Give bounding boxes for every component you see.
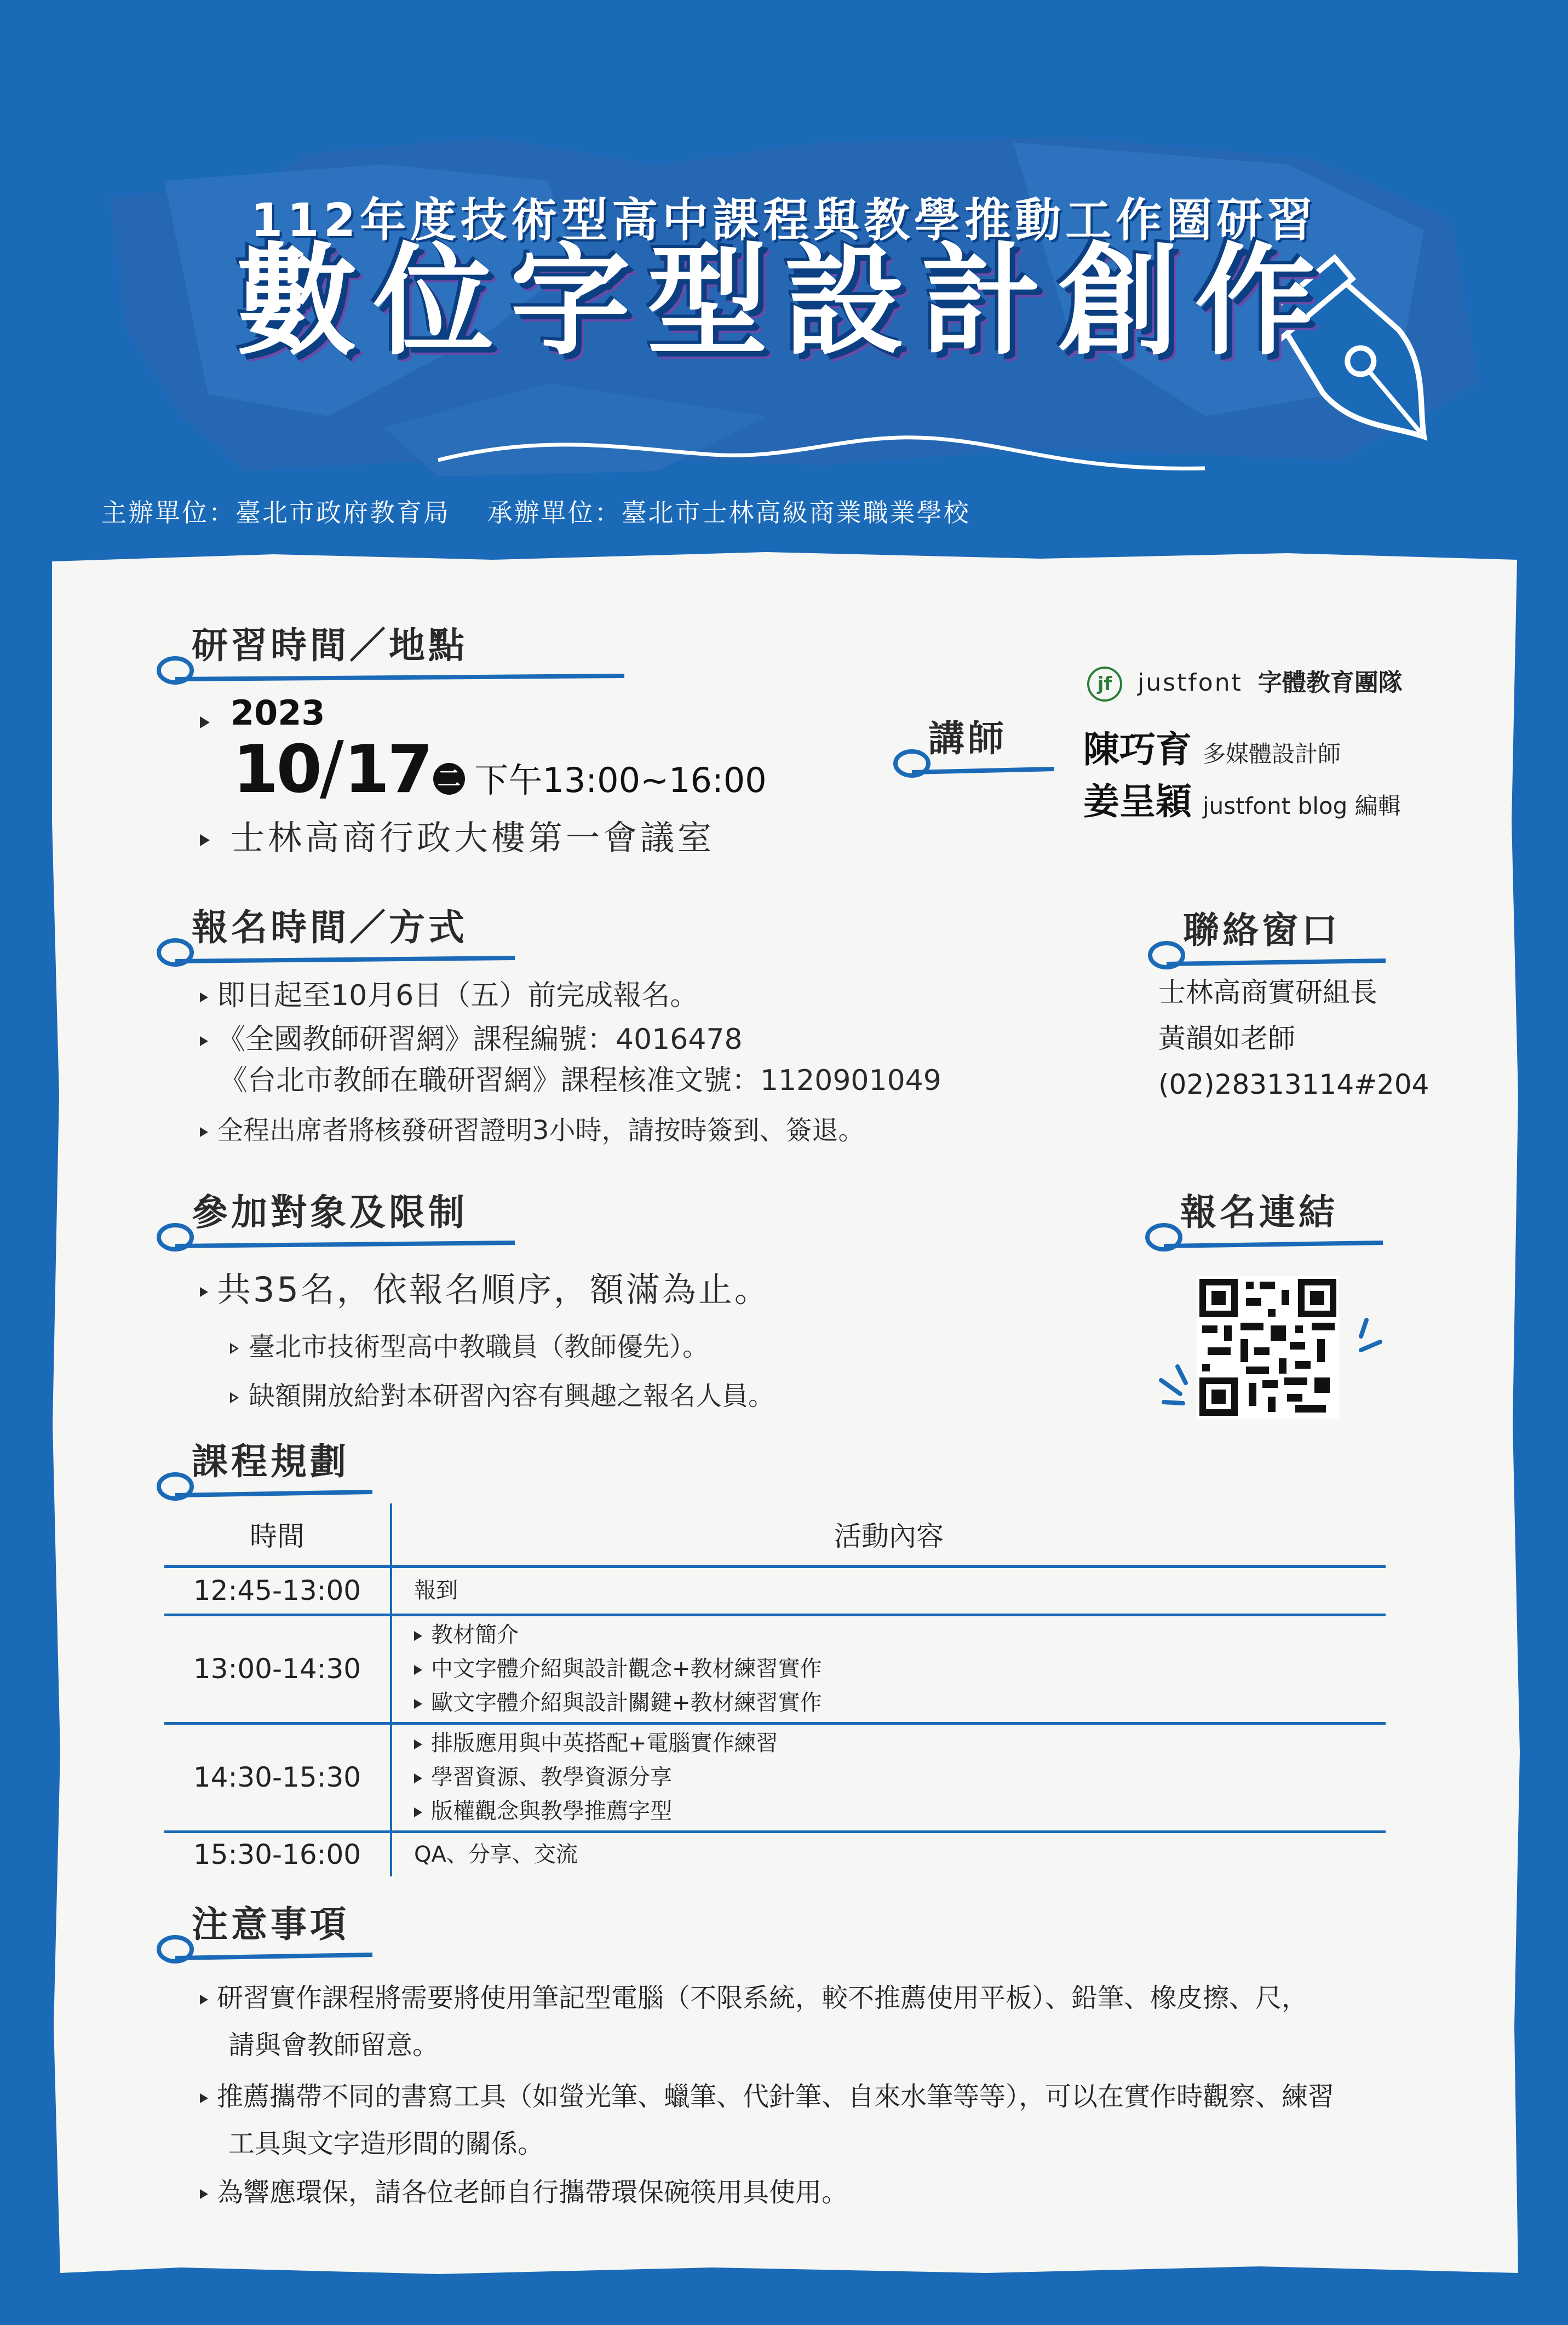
row-item: 中文字體介紹與設計觀念+教材練習實作 [414,1652,1385,1686]
bullet-outline-triangle-icon [230,1392,239,1403]
table-header-row [164,1503,1386,1566]
column-header-content: 活動內容 [391,1503,1386,1566]
bullet-triangle-icon [200,2189,208,2199]
row-item: QA、分享、交流 [414,1842,578,1868]
bullet-triangle-icon [414,1699,422,1709]
section-heading-contact: 聯絡窗口 [1183,901,1341,953]
registration-item: 即日起至10月6日（五）前完成報名。 [200,972,698,1013]
section-heading-schedule: 研習時間／地點 [192,616,468,668]
bullet-triangle-icon [200,716,210,728]
row-item: 教材簡介 [414,1618,1385,1652]
column-header-time: 時間 [250,1520,305,1552]
note-item: 研習實作課程將需要將使用筆記型電腦（不限系統，較不推薦使用平板）、鉛筆、橡皮擦、尺， 請與會教師留意。 [200,1974,1460,2069]
bullet-triangle-icon [414,1807,422,1817]
bullet-triangle-icon [200,1995,208,2005]
weekday-badge: 二 [433,763,465,795]
row-time: 15:30-16:00 [164,1832,391,1876]
event-year: 2023 [200,693,325,733]
row-item: 歐文字體介紹與設計關鍵+教材練習實作 [414,1686,1385,1720]
section-heading-signup-link: 報名連結 [1180,1183,1338,1235]
speaker-role: 多媒體設計師 [1203,740,1341,767]
team-brand: justfont [1138,669,1243,697]
audience-main: 共35名，依報名順序，額滿為止。 [200,1262,771,1311]
justfont-logo-icon: jf [1087,667,1122,702]
bullet-triangle-icon [414,1740,422,1749]
audience-sub: 臺北市技術型高中教職員（教師優先）。 [230,1325,709,1363]
note-item: 為響應環保，請各位老師自行攜帶環保碗筷用具使用。 [200,2169,1460,2216]
table-row [164,1832,1386,1876]
bullet-triangle-icon [200,834,210,846]
team-name: 字體教育團隊 [1257,669,1403,697]
bullet-triangle-icon [414,1631,422,1641]
speaker-name: 陳巧育 [1083,728,1192,771]
speaker-1 [1083,720,1341,772]
contact-info [1158,969,1429,1107]
table-row [164,1615,1386,1723]
row-item: 報到 [414,1578,458,1604]
speaker-name: 姜呈穎 [1083,780,1192,823]
event-time: 下午13:00~16:00 [474,760,767,800]
registration-item: 《台北市教師在職研習網》課程核准文號：1120901049 [219,1064,941,1097]
note-item: 推薦攜帶不同的書寫工具（如螢光筆、蠟筆、代針筆、自來水筆等等），可以在實作時觀察、練習 工具與文字造形間的關係。 [200,2073,1460,2167]
table-row [164,1723,1386,1832]
bullet-triangle-icon [200,1287,208,1297]
bullet-triangle-icon [414,1665,422,1675]
registration-item: 全程出席者將核發研習證明3小時，請按時簽到、簽退。 [200,1109,865,1147]
section-heading-registration: 報名時間／方式 [192,898,468,950]
row-item: 學習資源、教學資源分享 [414,1760,1385,1794]
contact-person: 黃韻如老師 [1158,1023,1295,1054]
registration-item: 《全國教師研習網》課程編號：4016478 [200,1016,743,1057]
course-schedule-table [164,1503,1386,1876]
table-row [164,1566,1386,1615]
event-date: 10/17 二 下午13:00~16:00 [233,726,767,809]
section-heading-audience: 參加對象及限制 [192,1183,468,1235]
section-heading-speakers: 講師 [928,709,1007,761]
co-host-organizer: 承辦單位：臺北市士林高級商業職業學校 [487,498,970,527]
row-time: 12:45-13:00 [164,1566,391,1615]
audience-sub: 缺額開放給對本研習內容有興趣之報名人員。 [230,1375,774,1413]
row-item: 版權觀念與教學推薦字型 [414,1794,1385,1828]
row-time: 13:00-14:30 [164,1615,391,1723]
section-heading-notes: 注意事項 [192,1895,349,1947]
row-item: 排版應用與中英搭配+電腦實作練習 [414,1726,1385,1760]
row-time: 14:30-15:30 [164,1723,391,1832]
event-place: 士林高商行政大樓第一會議室 [200,811,715,859]
speaker-role: justfont blog 編輯 [1203,793,1401,819]
event-title: 數位字型設計創作 [236,231,1332,371]
event-subtitle: 112年度技術型高中課程與教學推動工作圈研習 [250,193,1318,247]
qr-code[interactable] [1131,1260,1405,1424]
contact-office: 士林高商實研組長 [1158,977,1377,1008]
bullet-triangle-icon [414,1773,422,1783]
bullet-triangle-icon [200,1127,208,1137]
speaker-2 [1083,772,1401,824]
bullet-triangle-icon [200,992,208,1002]
bullet-triangle-icon [200,1036,208,1046]
bullet-triangle-icon [200,2093,208,2103]
section-heading-course: 課程規劃 [192,1432,349,1484]
speaker-team [1087,663,1403,702]
contact-phone: (02)28313114#204 [1158,1069,1429,1100]
host-organizer: 主辦單位：臺北市政府教育局 [101,498,450,527]
bullet-outline-triangle-icon [230,1343,239,1354]
